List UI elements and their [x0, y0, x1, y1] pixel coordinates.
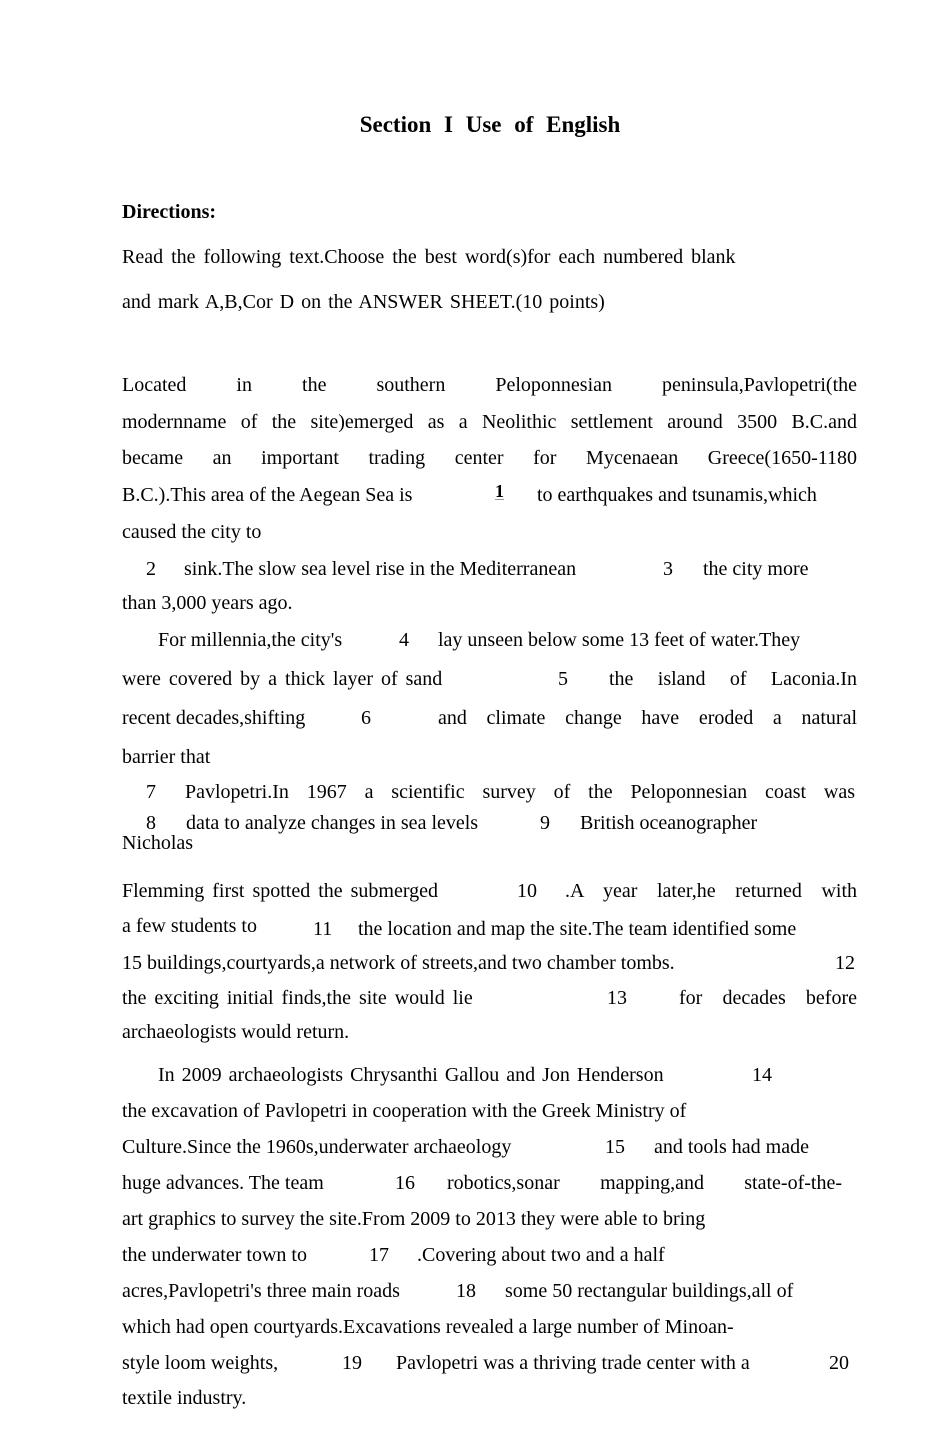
p2-line-3b: and climate change have eroded a natural	[438, 707, 857, 729]
p4-line-7b: some 50 rectangular buildings,all of	[505, 1280, 794, 1302]
blank-17: 17	[369, 1244, 389, 1266]
blank-8: 8	[146, 812, 156, 834]
p3-line-3a: 15 buildings,courtyards,a network of streets,and two chamber tombs.	[122, 952, 675, 974]
p3-line-2a: a few students to	[122, 915, 257, 937]
p3-line-2b: the location and map the site.The team identified some	[358, 918, 797, 940]
p4-line-10: textile industry.	[122, 1387, 247, 1409]
blank-15: 15	[605, 1136, 625, 1158]
blank-13: 13	[607, 987, 627, 1009]
directions-label: Directions:	[122, 201, 217, 223]
p2-line-6b: British oceanographer	[580, 812, 758, 834]
blank-10: 10	[517, 880, 537, 902]
blank-5: 5	[558, 668, 568, 690]
p4-line-1: In 2009 archaeologists Chrysanthi Gallou and Jon Henderson	[158, 1064, 664, 1086]
p3-line-4b: for decades before	[679, 987, 857, 1009]
p4-line-9a: style loom weights,	[122, 1352, 279, 1374]
p1-line-6a: sink.The slow sea level rise in the Mediterranean	[184, 558, 577, 580]
p4-line-6a: the underwater town to	[122, 1244, 307, 1266]
directions-line-2: and mark A,B,Cor D on the ANSWER SHEET.(10 points)	[122, 291, 605, 313]
p2-line-1a: For millennia,the city's	[158, 629, 343, 651]
p3-line-1a: Flemming first spotted the submerged	[122, 880, 439, 902]
p4-line-8: which had open courtyards.Excavations revealed a large number of Minoan-	[122, 1316, 734, 1338]
p3-line-5: archaeologists would return.	[122, 1021, 350, 1043]
p1-line-4a: B.C.).This area of the Aegean Sea is	[122, 484, 413, 506]
blank-2: 2	[146, 558, 156, 580]
blank-14: 14	[752, 1064, 772, 1086]
p2-line-1b: lay unseen below some 13 feet of water.They	[438, 629, 801, 651]
blank-16: 16	[395, 1172, 415, 1194]
blank-1	[495, 479, 504, 503]
p4-line-5: art graphics to survey the site.From 2009 to 2013 they were able to bring	[122, 1208, 706, 1230]
p4-line-6b: .Covering about two and a half	[417, 1244, 665, 1266]
blank-11: 11	[313, 918, 333, 940]
p2-line-7: Nicholas	[122, 832, 194, 854]
p1-line-6b: the city more	[703, 558, 809, 580]
p4-line-3b: and tools had made	[654, 1136, 809, 1158]
p2-line-6a: data to analyze changes in sea levels	[186, 812, 479, 834]
blank-9: 9	[540, 812, 550, 834]
p4-line-2: the excavation of Pavlopetri in cooperation with the Greek Ministry of	[122, 1100, 687, 1122]
blank-18: 18	[456, 1280, 476, 1302]
section-title: Section I Use of English	[359, 112, 621, 137]
blank-7: 7	[146, 781, 156, 803]
p3-line-4a: the exciting initial finds,the site would lie	[122, 987, 473, 1009]
p1-line-3: became an important trading center for Mycenaean Greece(1650-1180	[122, 447, 857, 469]
p2-line-2a: were covered by a thick layer of sand	[122, 668, 443, 690]
p1-line-7: than 3,000 years ago.	[122, 592, 293, 614]
blank-3: 3	[663, 558, 673, 580]
blank-20: 20	[829, 1352, 849, 1374]
p2-line-3a: recent decades,shifting	[122, 707, 306, 729]
p1-line-5: caused the city to	[122, 521, 262, 543]
blank-6: 6	[361, 707, 371, 729]
p2-line-5: Pavlopetri.In 1967 a scientific survey of the Peloponnesian coast was	[185, 781, 855, 803]
p4-line-4b: robotics,sonar mapping,and state-of-the-	[447, 1172, 842, 1194]
blank-1-number: 1	[495, 481, 504, 501]
p4-line-9b: Pavlopetri was a thriving trade center with a	[396, 1352, 750, 1374]
blank-19: 19	[342, 1352, 362, 1374]
p4-line-4a: huge advances. The team	[122, 1172, 324, 1194]
p4-line-7a: acres,Pavlopetri's three main roads	[122, 1280, 400, 1302]
p3-line-1b: .A year later,he returned with	[565, 880, 857, 902]
p4-line-3a: Culture.Since the 1960s,underwater archaeology	[122, 1136, 512, 1158]
p1-line-1: Located in the southern Peloponnesian peninsula,Pavlopetri(the	[122, 374, 857, 396]
directions-line-1: Read the following text.Choose the best word(s)for each numbered blank	[122, 246, 736, 268]
p2-line-4: barrier that	[122, 746, 211, 768]
blank-4: 4	[399, 629, 409, 651]
blank-12: 12	[835, 952, 855, 974]
p2-line-2b: the island of Laconia.In	[609, 668, 857, 690]
p1-line-4b: to earthquakes and tsunamis,which	[537, 484, 817, 506]
p1-line-2: modernname of the site)emerged as a Neolithic settlement around 3500 B.C.and	[122, 411, 857, 433]
